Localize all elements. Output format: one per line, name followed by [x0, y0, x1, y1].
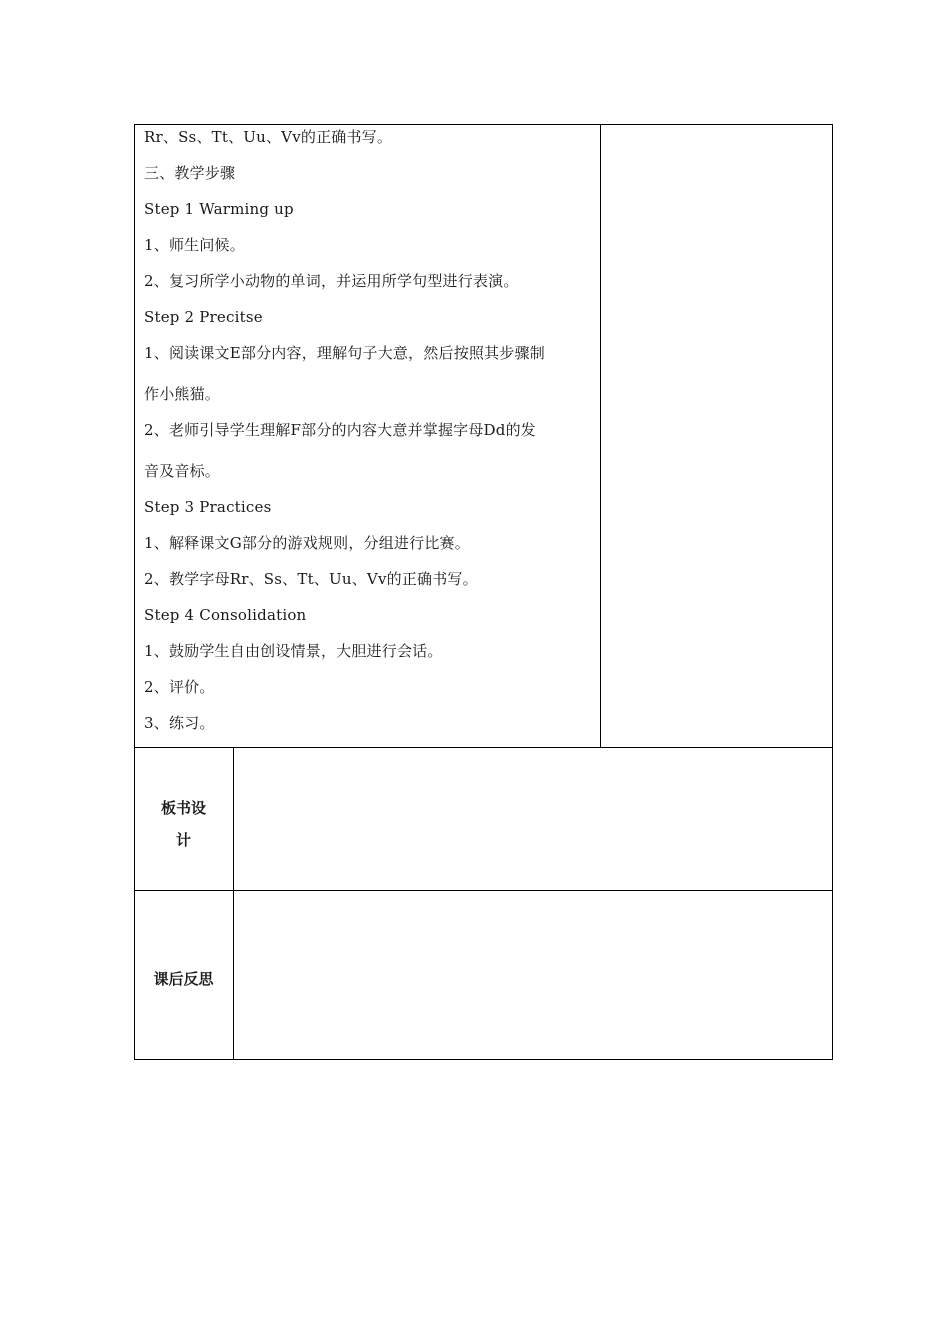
board-design-label	[134, 792, 233, 856]
lesson-table	[134, 124, 833, 1060]
board-design-label-line1: 板书设	[160, 799, 206, 817]
lesson-line: 1、解释课文G部分的游戏规则，分组进行比赛。	[144, 534, 470, 552]
table-column-divider	[233, 747, 234, 1060]
reflection-label: 课后反思	[153, 970, 214, 988]
lesson-line: 2、老师引导学生理解F部分的内容大意并掌握字母Dd的发	[144, 421, 536, 439]
lesson-line: 音及音标。	[144, 462, 221, 480]
table-row-divider	[134, 890, 833, 891]
lesson-line: Rr、Ss、Tt、Uu、Vv的正确书写。	[144, 128, 393, 146]
lesson-line: 作小熊猫。	[144, 385, 221, 403]
lesson-line: 2、评价。	[144, 678, 215, 696]
lesson-line: Step 1 Warming up	[144, 200, 294, 218]
lesson-line: 3、练习。	[144, 714, 215, 732]
table-row-divider	[134, 747, 833, 748]
lesson-line: 1、师生问候。	[144, 236, 245, 254]
lesson-line: Step 3 Practices	[144, 498, 272, 516]
board-design-label-line2: 计	[175, 831, 191, 849]
table-column-divider	[600, 124, 601, 747]
lesson-line: 1、阅读课文E部分内容，理解句子大意，然后按照其步骤制	[144, 344, 545, 362]
lesson-line: 1、鼓励学生自由创设情景，大胆进行会话。	[144, 642, 443, 660]
lesson-line: 2、复习所学小动物的单词，并运用所学句型进行表演。	[144, 272, 519, 290]
lesson-line: Step 2 Precitse	[144, 308, 263, 326]
lesson-line: 三、教学步骤	[144, 164, 236, 182]
lesson-line: Step 4 Consolidation	[144, 606, 307, 624]
lesson-line: 2、教学字母Rr、Ss、Tt、Uu、Vv的正确书写。	[144, 570, 478, 588]
